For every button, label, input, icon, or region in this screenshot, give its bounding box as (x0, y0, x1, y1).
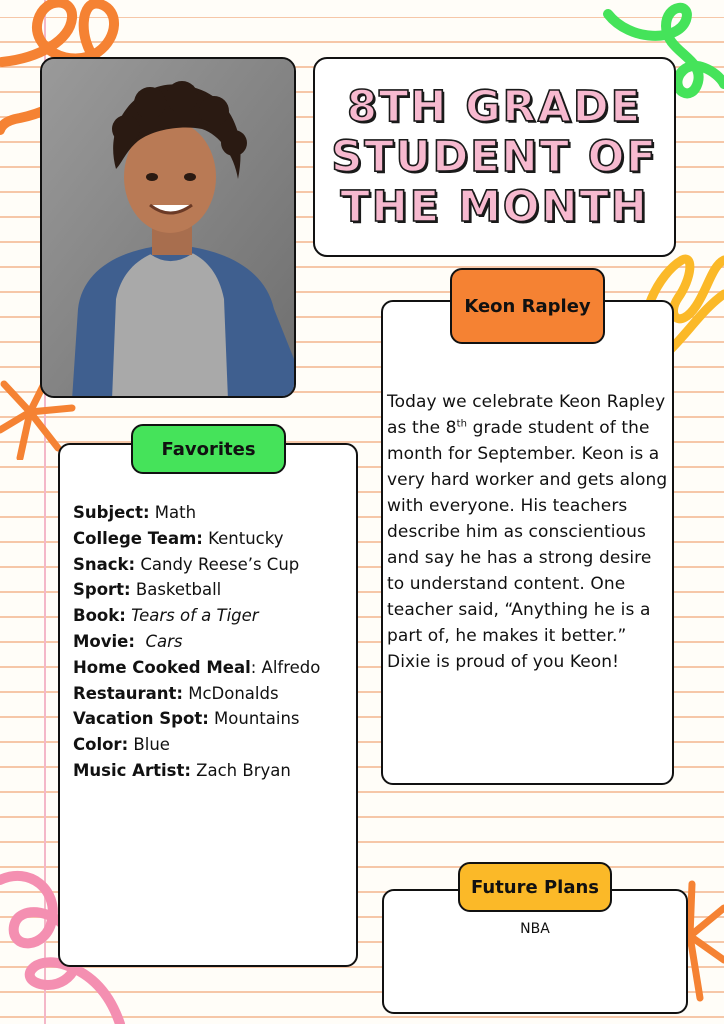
favorite-label: Book: (73, 606, 126, 626)
future-plans-heading-tag: Future Plans (458, 862, 612, 912)
favorite-value: Kentucky (202, 528, 284, 548)
favorite-sport (73, 577, 355, 603)
favorite-value: Basketball (130, 580, 222, 600)
future-plans-value: NBA (520, 921, 550, 937)
favorite-value: Zach Bryan (190, 760, 291, 780)
favorite-book (73, 603, 355, 629)
title-line-1: 8TH GRADE (347, 82, 642, 132)
favorite-music-artist (73, 758, 355, 784)
favorite-home-cooked-meal (73, 655, 355, 681)
favorite-value: Tears of a Tiger (131, 606, 259, 626)
favorite-label: Music Artist: (73, 760, 191, 780)
favorite-label: Subject: (73, 503, 150, 522)
favorite-snack (73, 552, 355, 578)
student-story-text (387, 389, 673, 675)
favorite-movie (73, 629, 355, 655)
favorite-subject (73, 500, 355, 526)
student-story-card (381, 300, 674, 785)
favorite-label: Snack: (73, 554, 136, 574)
story-text-superscript: th (456, 418, 468, 430)
favorite-value: Math (149, 503, 197, 522)
favorite-value: Mountains (208, 709, 300, 729)
favorite-vacation-spot (73, 706, 355, 732)
favorite-restaurant (73, 681, 355, 707)
favorite-label: Movie: (73, 631, 135, 651)
favorite-value: : Alfredo (250, 657, 321, 677)
favorite-color (73, 732, 355, 758)
story-text-part-2: grade student of the month for September. Keon is a very hard worker and gets along with everyone. His teachers describe him as conscientious and say he has a strong desire to understand content. One teacher said, “Anything he is a part of, he makes it better.” Dixie is proud of you Keon! (387, 418, 668, 672)
favorite-label: Sport: (73, 580, 131, 600)
favorite-college-team (73, 526, 355, 552)
favorite-label: College Team: (73, 528, 203, 548)
favorite-value: Candy Reese’s Cup (135, 554, 300, 574)
favorite-value: Cars (145, 631, 183, 651)
favorites-heading-tag: Favorites (131, 424, 286, 474)
title-line-3: THE MONTH (340, 182, 649, 232)
favorite-value: Blue (128, 735, 170, 755)
favorite-value: McDonalds (183, 683, 279, 703)
favorite-label: Color: (73, 735, 129, 755)
favorites-list (73, 500, 355, 784)
title-card (313, 57, 676, 257)
title-line-2: STUDENT OF (331, 132, 658, 182)
favorite-label: Vacation Spot: (73, 709, 209, 729)
student-name-tag: Keon Rapley (450, 268, 605, 344)
story-text-part-1: Today we celebrate Keon Rapley as the 8 (387, 392, 666, 438)
favorite-label: Home Cooked Meal (73, 657, 251, 677)
student-portrait-image (42, 59, 296, 398)
student-photo (40, 57, 296, 398)
favorite-label: Restaurant: (73, 683, 183, 703)
favorites-card (58, 443, 358, 967)
